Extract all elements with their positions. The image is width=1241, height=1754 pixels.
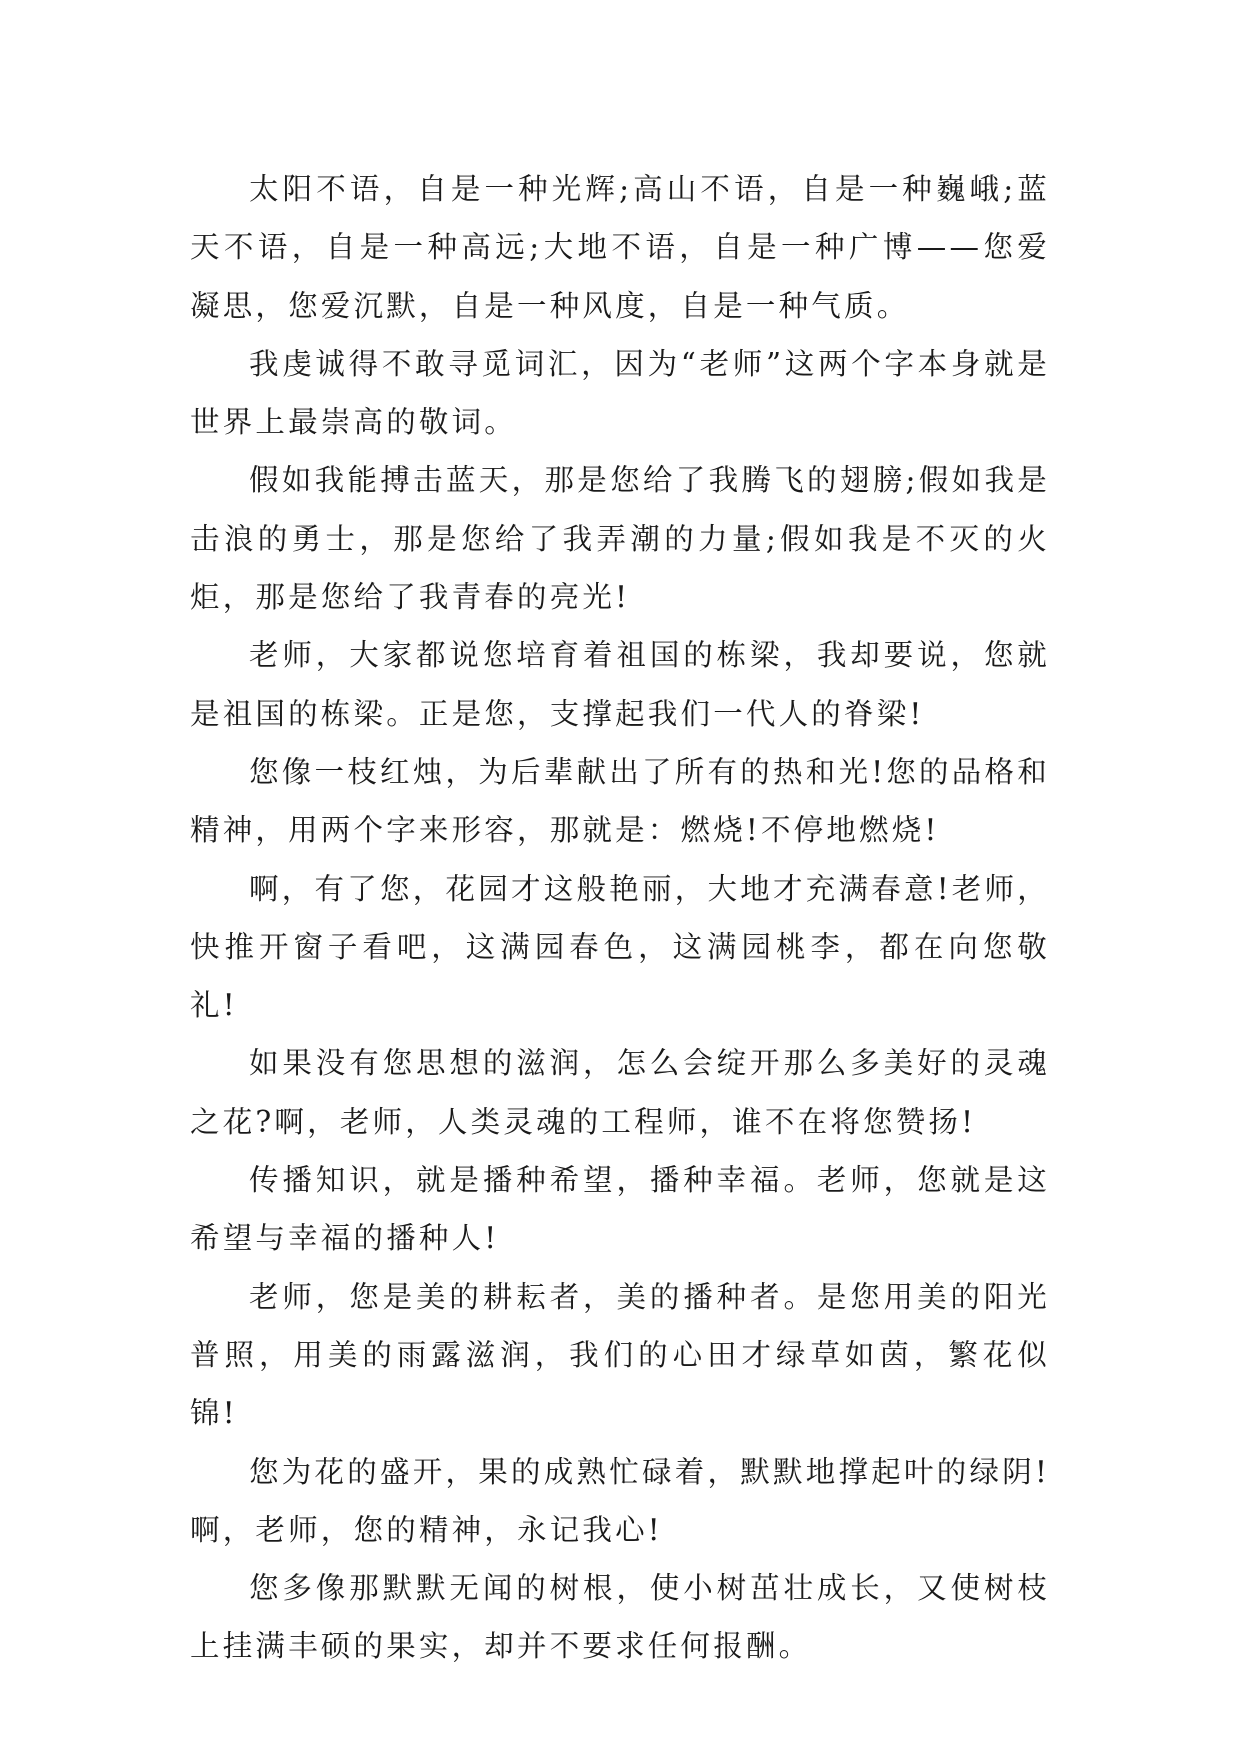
- paragraph-8: 传播知识，就是播种希望，播种幸福。老师，您就是这希望与幸福的播种人!: [190, 1163, 1050, 1256]
- paragraph-11: 您多像那默默无闻的树根，使小树茁壮成长，又使树枝上挂满丰硕的果实，却并不要求任何报酬。: [190, 1571, 1050, 1664]
- paragraph-5: 您像一枝红烛，为后辈献出了所有的热和光!您的品格和精神，用两个字来形容，那就是：燃烧!不停地燃烧!: [190, 754, 1050, 848]
- paragraph-9: 老师，您是美的耕耘者，美的播种者。是您用美的阳光普照，用美的雨露滋润，我们的心田才绿草如茵，繁花似锦!: [190, 1279, 1050, 1431]
- paragraph-3: 假如我能搏击蓝天，那是您给了我腾飞的翅膀;假如我是击浪的勇士，那是您给了我弄潮的力量;假如我是不灭的火炬，那是您给了我青春的亮光!: [190, 463, 1050, 615]
- paragraph-1: 太阳不语，自是一种光辉;高山不语，自是一种巍峨;蓝天不语，自是一种高远;大地不语，自是一种广博——您爱凝思，您爱沉默，自是一种风度，自是一种气质。: [190, 172, 1050, 323]
- document-body: [190, 160, 1050, 1676]
- paragraph-10: 您为花的盛开，果的成熟忙碌着，默默地撑起叶的绿阴!啊，老师，您的精神，永记我心!: [190, 1454, 1050, 1547]
- paragraph-7: 如果没有您思想的滋润，怎么会绽开那么多美好的灵魂之花?啊，老师，人类灵魂的工程师，谁不在将您赞扬!: [190, 1046, 1050, 1139]
- paragraph-4: 老师，大家都说您培育着祖国的栋梁，我却要说，您就是祖国的栋梁。正是您，支撑起我们一代人的脊梁!: [190, 638, 1050, 731]
- paragraph-2: 我虔诚得不敢寻觅词汇，因为“老师”这两个字本身就是世界上最崇高的敬词。: [190, 346, 1050, 440]
- paragraph-6: 啊，有了您，花园才这般艳丽，大地才充满春意!老师，快推开窗子看吧，这满园春色，这满园桃李，都在向您敬礼!: [190, 871, 1050, 1023]
